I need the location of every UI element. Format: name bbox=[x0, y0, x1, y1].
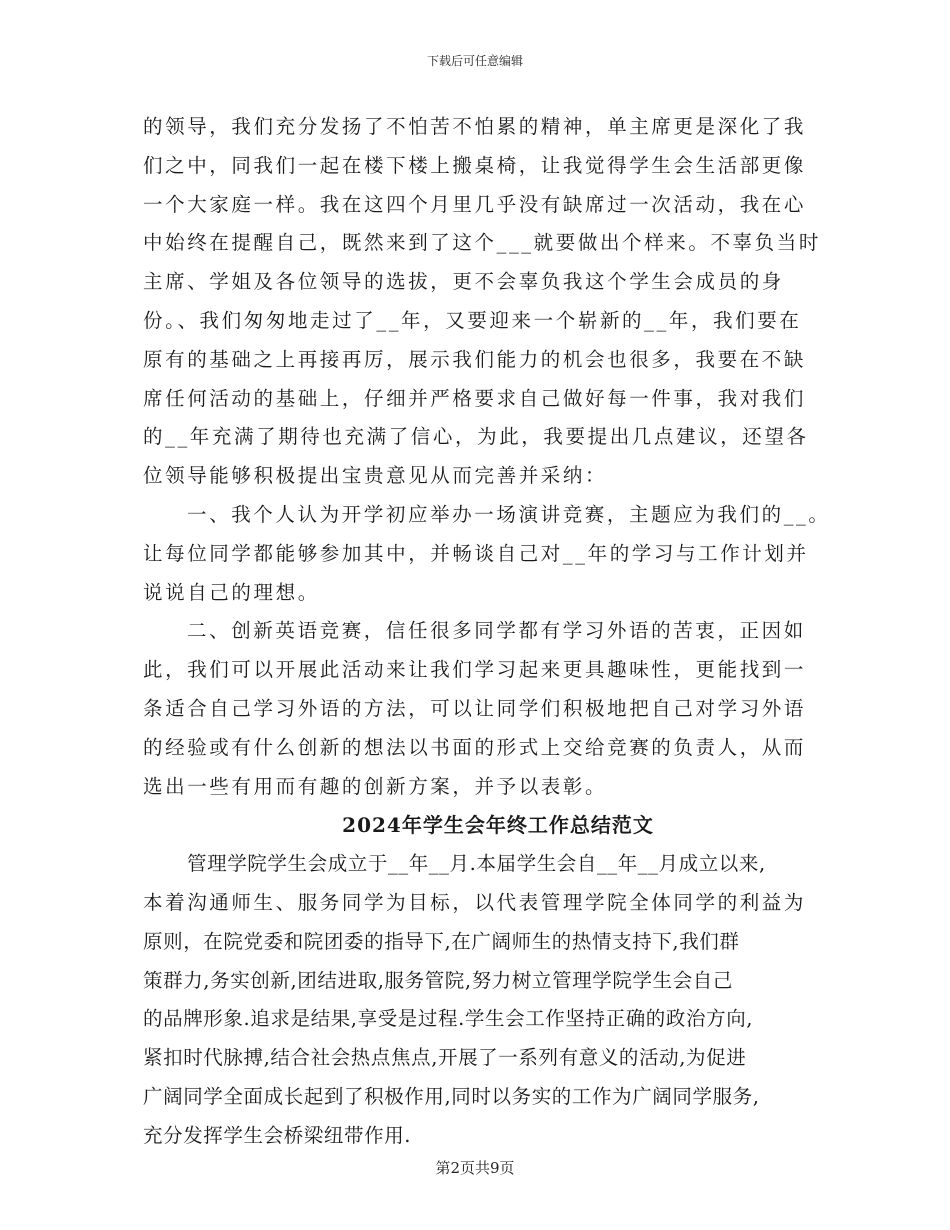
point-two-line: 条适合自己学习外语的方法，可以让同学们积极地把自己对学习外语 bbox=[143, 696, 807, 720]
paragraph-line: 位领导能够积极提出宝贵意见从而完善并采纳： bbox=[143, 464, 608, 488]
point-one-line: 让每位同学都能够参加其中，并畅谈自己对__年的学习与工作计划并 bbox=[143, 541, 809, 565]
summary-line: 管理学院学生会成立于__年__月.本届学生会自__年__月成立以来, bbox=[187, 852, 766, 876]
page-header: 下载后可任意编辑 bbox=[426, 54, 523, 68]
section-title: 2024年学生会年终工作总结范文 bbox=[342, 813, 654, 838]
paragraph-line: 的领导，我们充分发扬了不怕苦不怕累的精神，单主席更是深化了我 bbox=[143, 115, 807, 138]
summary-line: 充分发挥学生会桥梁纽带作用. bbox=[143, 1123, 412, 1147]
summary-line: 本着沟通师生、服务同学为目标，以代表管理学院全体同学的利益为 bbox=[143, 890, 807, 914]
point-two-line: 此，我们可以开展此活动来让我们学习起来更具趣味性，更能找到一 bbox=[143, 658, 807, 682]
paragraph-line: 中始终在提醒自己，既然来到了这个___就要做出个样来。不辜负当时 bbox=[143, 231, 821, 255]
page-footer: 第2页共9页 bbox=[435, 1159, 515, 1177]
summary-line: 的品牌形象.追求是结果,享受是过程.学生会工作坚持正确的政治方向, bbox=[143, 1007, 754, 1031]
paragraph-line: 一个大家庭一样。我在这四个月里几乎没有缺席过一次活动，我在心 bbox=[143, 192, 807, 216]
paragraph-line: 们之中，同我们一起在楼下楼上搬桌椅，让我觉得学生会生活部更像 bbox=[143, 153, 807, 177]
point-one-line: 一、我个人认为开学初应举办一场演讲竞赛，主题应为我们的__。 bbox=[187, 502, 831, 526]
paragraph-line: 主席、学姐及各位领导的选拔，更不会辜负我这个学生会成员的身 bbox=[143, 270, 784, 294]
paragraph-line: 原有的基础之上再接再厉，展示我们能力的机会也很多，我要在不缺 bbox=[143, 347, 807, 371]
summary-line: 策群力,务实创新,团结进取,服务管院,努力树立管理学院学生会自己 bbox=[143, 968, 733, 992]
document-body bbox=[143, 108, 833, 1156]
paragraph-line: 的__年充满了期待也充满了信心，为此，我要提出几点建议，还望各 bbox=[143, 425, 809, 449]
paragraph-line: 份。、我们匆匆地走过了__年，又要迎来一个崭新的__年，我们要在 bbox=[143, 308, 802, 332]
point-one-line: 说说自己的理想。 bbox=[143, 580, 320, 604]
point-two-line: 二、创新英语竞赛，信任很多同学都有学习外语的苦衷，正因如 bbox=[187, 619, 806, 643]
paragraph-line: 席任何活动的基础上，仔细并严格要求自己做好每一件事，我对我们 bbox=[143, 386, 807, 410]
point-two-line: 选出一些有用而有趣的创新方案，并予以表彰。 bbox=[143, 774, 608, 798]
summary-line: 广阔同学全面成长起到了积极作用,同时以务实的工作为广阔同学服务, bbox=[143, 1084, 760, 1108]
summary-line: 紧扣时代脉搏,结合社会热点焦点,开展了一系列有意义的活动,为促进 bbox=[143, 1046, 747, 1070]
summary-line: 原则，在院党委和院团委的指导下,在广阔师生的热情支持下,我们群 bbox=[143, 929, 740, 953]
point-two-line: 的经验或有什么创新的想法以书面的形式上交给竞赛的负责人，从而 bbox=[143, 735, 807, 759]
